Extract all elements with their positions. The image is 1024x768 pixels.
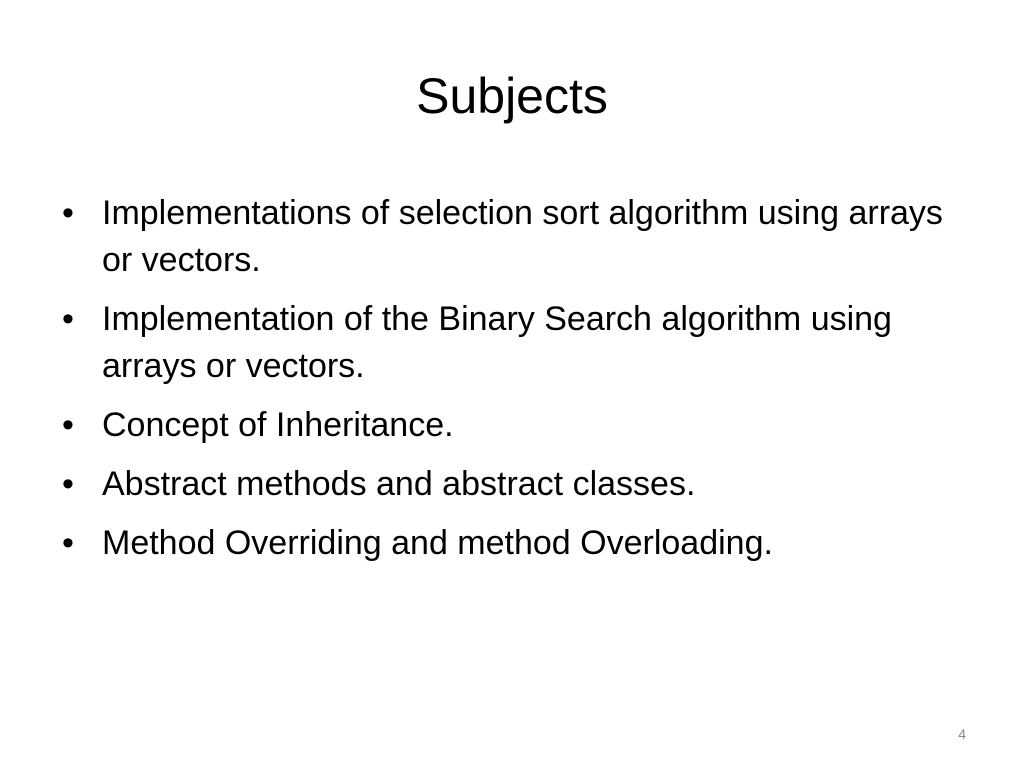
bullet-text: Concept of Inheritance. — [102, 406, 454, 444]
bullet-item — [60, 190, 960, 284]
bullet-list — [60, 190, 960, 579]
bullet-text: Implementations of selection sort algorithm using arrays or vectors. — [102, 194, 943, 279]
page-number: 4 — [958, 726, 966, 742]
bullet-dot-icon: • — [62, 465, 74, 503]
bullet-item — [60, 296, 960, 390]
bullet-dot-icon: • — [62, 406, 74, 444]
bullet-text: Implementation of the Binary Search algorithm using arrays or vectors. — [102, 300, 892, 385]
bullet-dot-icon: • — [62, 524, 74, 562]
bullet-dot-icon: • — [62, 300, 74, 338]
bullet-item — [60, 461, 960, 508]
bullet-text: Abstract methods and abstract classes. — [102, 465, 696, 503]
bullet-dot-icon: • — [62, 194, 74, 232]
slide-title: Subjects — [416, 68, 608, 124]
bullet-item — [60, 520, 960, 567]
bullet-text: Method Overriding and method Overloading. — [102, 524, 773, 562]
bullet-item — [60, 402, 960, 449]
